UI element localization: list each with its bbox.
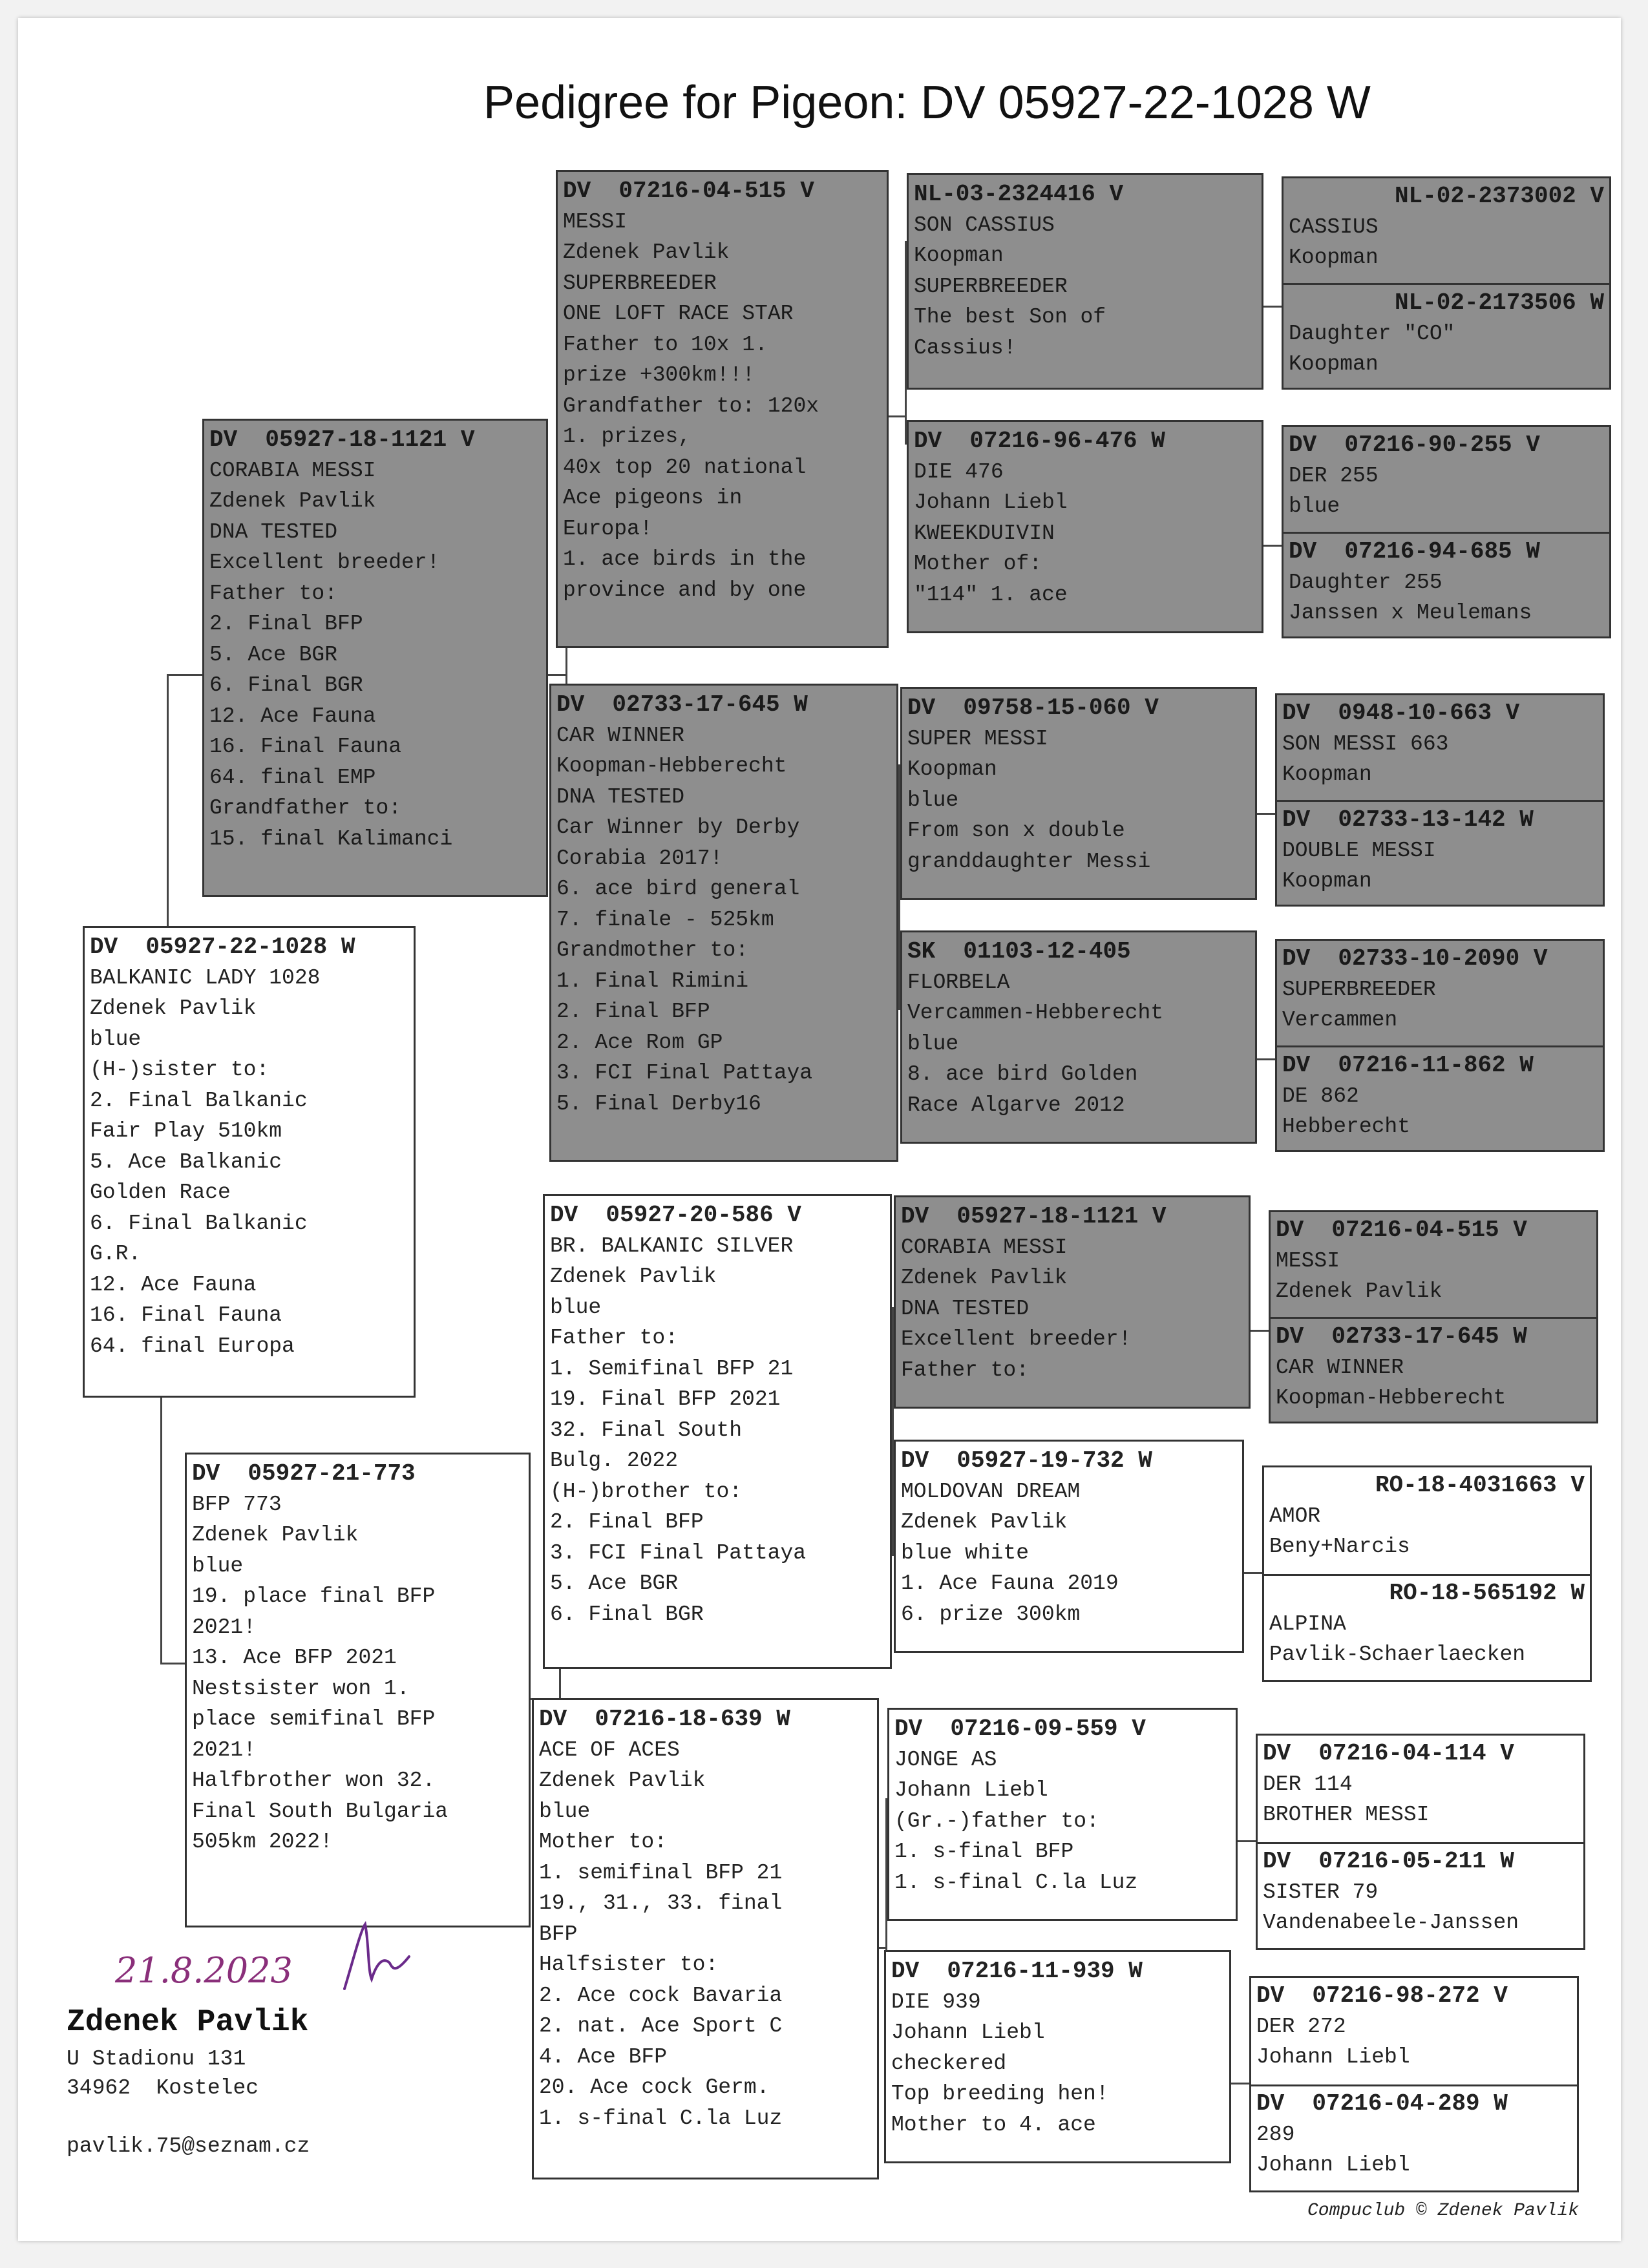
card-line: Hebberecht	[1282, 1115, 1411, 1139]
card-line: 5. Ace Balkanic	[90, 1150, 282, 1174]
card-line: SON MESSI 663	[1282, 731, 1449, 756]
connector-line	[887, 415, 907, 417]
ring-number: DV 0948-10-663 V	[1282, 700, 1520, 726]
connector-line	[548, 674, 567, 676]
g5-pair-card	[1262, 1465, 1592, 1682]
g5-sire	[1263, 1738, 1578, 1831]
card-line: Bulg. 2022	[550, 1449, 679, 1473]
card-line: 5. Final Derby16	[556, 1091, 761, 1116]
card-line: blue white	[901, 1540, 1030, 1565]
card-line: 15. final Kalimanci	[209, 826, 453, 851]
card-line: (Gr.-)father to:	[894, 1809, 1099, 1833]
ring-number: SK 01103-12-405	[907, 938, 1131, 965]
card-line: DNA TESTED	[556, 784, 685, 809]
card-line: Europa!	[563, 516, 653, 541]
g5-dam	[1282, 804, 1598, 897]
card-lines	[1289, 461, 1604, 522]
card-line: 8. ace bird Golden	[907, 1062, 1138, 1086]
card-line: 20. Ace cock Germ.	[539, 2075, 770, 2099]
paternal-grandfather-card	[556, 170, 889, 648]
card-line: 1. s-final C.la Luz	[894, 1870, 1138, 1895]
card-line: Excellent breeder!	[209, 551, 440, 574]
card-lines	[550, 1231, 885, 1630]
card-line: 1. ace birds in the	[563, 547, 807, 571]
page-title: Pedigree for Pigeon: DV 05927-22-1028 W	[483, 77, 1371, 129]
card-line: SUPERBREEDER	[914, 274, 1068, 299]
connector-line	[1236, 1840, 1257, 1842]
signature-date: 21.8.2023	[115, 1950, 293, 1991]
connector-line	[167, 674, 169, 942]
ring-number: DV 05927-21-773	[192, 1460, 416, 1487]
card-line: Zdenek Pavlik	[550, 1265, 717, 1288]
connector-line	[1262, 306, 1283, 308]
card-line: KWEEKDUIVIN	[914, 521, 1055, 545]
g5-dam	[1282, 1050, 1598, 1142]
mother-card	[185, 1453, 531, 1927]
card-lines	[914, 210, 1256, 364]
g5-pair-card	[1249, 1976, 1579, 2192]
card-line: Father to:	[209, 581, 338, 605]
ring-number: DV 07216-11-939 W	[891, 1958, 1143, 1984]
card-line: Mother of:	[914, 552, 1042, 576]
card-line: Koopman	[1289, 246, 1379, 269]
card-line: Nestsister won 1.	[192, 1676, 410, 1701]
card-lines	[907, 967, 1250, 1121]
card-line: CAR WINNER	[1276, 1355, 1404, 1380]
connector-line	[1249, 1330, 1270, 1332]
card-line: 2. Final BFP	[550, 1510, 704, 1534]
ring-number: DV 02733-17-645 W	[1276, 1323, 1527, 1350]
g5-dam	[1276, 1321, 1591, 1414]
card-line: SUPER MESSI	[907, 726, 1048, 751]
card-line: Car Winner by Derby	[556, 815, 800, 839]
card-lines	[556, 720, 891, 1120]
card-line: BFP	[539, 1922, 578, 1946]
card-line: Ace pigeons in	[563, 486, 743, 510]
card-line: 2. Final Balkanic	[90, 1088, 308, 1113]
card-line: 6. Final BGR	[209, 673, 363, 697]
card-line: 6. Final Balkanic	[90, 1211, 308, 1235]
card-line: Corabia 2017!	[556, 846, 723, 870]
card-line: Mother to:	[539, 1830, 668, 1854]
card-line: DIE 476	[914, 459, 1004, 484]
ring-number: DV 07216-11-862 W	[1282, 1052, 1534, 1078]
card-lines	[1269, 1501, 1585, 1562]
card-line: Cassius!	[914, 335, 1017, 360]
card-line: The best Son of	[914, 305, 1106, 329]
card-line: "114" 1. ace	[914, 582, 1068, 607]
g5-dam	[1269, 1578, 1585, 1670]
card-line: Koopman-Hebberecht	[556, 754, 787, 778]
card-line: blue	[550, 1295, 602, 1319]
card-line: 6. ace bird general	[556, 877, 800, 901]
card-lines	[1263, 1877, 1578, 1938]
card-line: 1. s-final C.la Luz	[539, 2106, 783, 2130]
signature-mark	[338, 1918, 428, 1995]
card-line: Zdenek Pavlik	[539, 1769, 706, 1792]
card-lines	[1282, 835, 1598, 897]
card-line: blue	[1289, 494, 1340, 518]
card-line: 19. Final BFP 2021	[550, 1387, 781, 1411]
card-line: Koopman	[1282, 762, 1372, 786]
card-line: 2. Final BFP	[556, 1000, 710, 1024]
card-line: Vercammen-Hebberecht	[907, 1001, 1164, 1025]
card-line: 16. Final Fauna	[209, 735, 402, 759]
card-line: Vandenabeele-Janssen	[1263, 1911, 1519, 1935]
card-line: 2021!	[192, 1615, 257, 1639]
g5-sire	[1289, 430, 1604, 522]
card-line: AMOR	[1269, 1504, 1321, 1528]
g5-sire	[1282, 698, 1598, 790]
card-line: checkered	[891, 2051, 1007, 2075]
card-line: 64. final Europa	[90, 1334, 295, 1358]
card-line: 1. s-final BFP	[894, 1840, 1074, 1864]
card-lines	[1269, 1609, 1585, 1670]
card-line: Golden Race	[90, 1181, 231, 1204]
card-line: 64. final EMP	[209, 765, 376, 790]
card-lines	[914, 457, 1256, 611]
card-line: BALKANIC LADY 1028	[90, 965, 321, 990]
card-line: Father to:	[550, 1326, 679, 1350]
card-lines	[1282, 729, 1598, 790]
maternal-grandfather-card	[543, 1194, 892, 1669]
card-line: ONE LOFT RACE STAR	[563, 302, 794, 326]
card-line: Zdenek Pavlik	[209, 489, 376, 513]
card-line: Zdenek Pavlik	[90, 996, 257, 1020]
card-lines	[1276, 1246, 1591, 1307]
card-lines	[539, 1735, 872, 2134]
great-grandparent-card	[887, 1708, 1238, 1921]
card-line: BFP 773	[192, 1492, 282, 1517]
card-line: DNA TESTED	[901, 1296, 1030, 1321]
card-lines	[1289, 319, 1604, 380]
card-lines	[907, 724, 1250, 877]
card-line: DNA TESTED	[209, 520, 338, 544]
card-line: (H-)sister to:	[90, 1058, 269, 1082]
ring-number: NL-03-2324416 V	[914, 181, 1124, 207]
card-line: 40x top 20 national	[563, 455, 807, 479]
card-line: blue	[539, 1799, 591, 1823]
pair-divider	[1264, 1574, 1590, 1576]
card-lines	[1276, 1352, 1591, 1414]
card-line: Johann Liebl	[891, 2021, 1045, 2044]
card-line: MOLDOVAN DREAM	[901, 1479, 1081, 1504]
g5-dam	[1256, 2088, 1572, 2181]
card-line: Grandfather to:	[209, 796, 402, 820]
card-lines	[891, 1987, 1224, 2141]
footer-credit: Compuclub © Zdenek Pavlik	[1307, 2201, 1579, 2221]
card-line: blue	[90, 1027, 142, 1051]
card-line: 6. prize 300km	[901, 1602, 1081, 1626]
card-line: Zdenek Pavlik	[901, 1266, 1068, 1290]
card-line: 3. FCI Final Pattaya	[556, 1061, 813, 1085]
card-line: Koopman-Hebberecht	[1276, 1386, 1506, 1410]
card-line: Janssen x Meulemans	[1289, 601, 1532, 625]
card-line: Daughter "CO"	[1289, 321, 1455, 346]
card-line: granddaughter Messi	[907, 849, 1151, 874]
card-lines	[901, 1232, 1243, 1386]
ring-number: RO-18-4031663 V	[1375, 1472, 1585, 1498]
card-line: blue	[907, 788, 959, 812]
card-line: BROTHER MESSI	[1263, 1803, 1430, 1827]
ring-number: DV 07216-09-559 V	[894, 1716, 1146, 1742]
card-line: prize +300km!!!	[563, 363, 755, 387]
pair-divider	[1277, 1045, 1603, 1047]
great-grandparent-card	[884, 1950, 1231, 2163]
card-line: From son x double	[907, 819, 1125, 843]
card-line: Grandfather to: 120x	[563, 394, 819, 418]
ring-number: DV 05927-19-732 W	[901, 1447, 1152, 1474]
card-line: Race Algarve 2012	[907, 1093, 1125, 1117]
great-grandparent-card	[900, 930, 1257, 1144]
card-lines	[1289, 212, 1604, 273]
g5-pair-card	[1275, 693, 1605, 907]
paternal-grandmother-card	[549, 684, 898, 1162]
card-line: Koopman	[1289, 352, 1379, 376]
card-line: (H-)brother to:	[550, 1479, 743, 1504]
g5-pair-card	[1282, 176, 1611, 390]
card-line: MESSI	[1276, 1248, 1340, 1273]
card-line: DE 862	[1282, 1084, 1359, 1108]
card-line: 505km 2022!	[192, 1830, 333, 1854]
card-line: CAR WINNER	[556, 723, 685, 748]
g5-pair-card	[1256, 1734, 1585, 1950]
card-line: Zdenek Pavlik	[192, 1523, 359, 1547]
owner-street: U Stadionu 131	[67, 2047, 246, 2071]
card-line: Pavlik-Schaerlaecken	[1269, 1643, 1526, 1666]
card-line: 2. nat. Ace Sport C	[539, 2014, 783, 2038]
card-lines	[1263, 1769, 1578, 1831]
g5-sire	[1276, 1215, 1591, 1307]
card-line: Grandmother to:	[556, 938, 749, 962]
card-line: CORABIA MESSI	[901, 1235, 1068, 1259]
card-line: Fair Play 510km	[90, 1119, 282, 1143]
card-line: 289	[1256, 2122, 1295, 2147]
card-line: Excellent breeder!	[901, 1327, 1132, 1351]
pair-divider	[1271, 1317, 1596, 1319]
ring-number: DV 07216-18-639 W	[539, 1706, 790, 1732]
connector-line	[1243, 1572, 1263, 1574]
card-line: SUPERBREEDER	[563, 271, 717, 295]
card-line: 32. Final South	[550, 1418, 743, 1442]
ring-number: DV 02733-10-2090 V	[1282, 945, 1548, 972]
connector-line	[1256, 1058, 1276, 1060]
card-line: DIE 939	[891, 1990, 981, 2014]
card-line: 5. Ace BGR	[550, 1571, 679, 1595]
card-line: 4. Ace BFP	[539, 2044, 668, 2069]
great-grandparent-card	[900, 687, 1257, 900]
card-line: Daughter 255	[1289, 570, 1442, 594]
card-line: Top breeding hen!	[891, 2082, 1109, 2106]
card-line: Zdenek Pavlik	[563, 240, 730, 264]
card-lines	[1282, 1081, 1598, 1142]
card-line: DER 272	[1256, 2014, 1346, 2039]
card-line: Father to 10x 1.	[563, 332, 768, 357]
main-pigeon-card	[83, 926, 416, 1398]
card-line: Koopman	[914, 244, 1004, 268]
card-line: place semifinal BFP	[192, 1707, 436, 1731]
ring-number: DV 07216-04-289 W	[1256, 2090, 1508, 2117]
card-line: 13. Ace BFP 2021	[192, 1646, 397, 1670]
card-line: G.R.	[90, 1242, 142, 1266]
pair-divider	[1258, 1842, 1583, 1844]
card-line: MESSI	[563, 209, 628, 234]
g5-dam	[1289, 536, 1604, 629]
card-line: 12. Ace Fauna	[90, 1272, 257, 1297]
card-line: DOUBLE MESSI	[1282, 838, 1436, 863]
card-line: CASSIUS	[1289, 215, 1379, 239]
ring-number: DV 09758-15-060 V	[907, 695, 1159, 721]
ring-number: DV 07216-98-272 V	[1256, 1982, 1508, 2009]
card-line: 1. semifinal BFP 21	[539, 1860, 783, 1885]
card-line: 19. place final BFP	[192, 1584, 436, 1608]
card-line: Halfsister to:	[539, 1953, 719, 1977]
great-grandparent-card	[907, 173, 1263, 390]
card-line: blue	[907, 1031, 959, 1056]
ring-number: NL-02-2173506 W	[1394, 289, 1604, 316]
ring-number: DV 07216-04-515 V	[563, 178, 814, 204]
ring-number: DV 07216-96-476 W	[914, 428, 1165, 454]
card-line: Father to:	[901, 1358, 1030, 1382]
ring-number: DV 07216-90-255 V	[1289, 432, 1540, 458]
pair-divider	[1251, 2084, 1577, 2086]
card-lines	[209, 456, 541, 855]
ring-number: DV 05927-18-1121 V	[209, 426, 475, 453]
card-line: 3. FCI Final Pattaya	[550, 1540, 807, 1565]
card-line: Koopman	[907, 757, 997, 781]
card-line: Final South Bulgaria	[192, 1799, 449, 1823]
card-line: Koopman	[1282, 869, 1372, 893]
card-line: Halfbrother won 32.	[192, 1769, 436, 1792]
g5-sire	[1289, 181, 1604, 273]
card-line: Beny+Narcis	[1269, 1535, 1410, 1559]
owner-city: 34962 Kostelec	[67, 2076, 259, 2100]
card-line: Zdenek Pavlik	[1276, 1279, 1442, 1303]
maternal-grandmother-card	[532, 1698, 879, 2179]
card-line: 19., 31., 33. final	[539, 1891, 783, 1915]
great-grandparent-card	[894, 1440, 1244, 1653]
card-line: Mother to 4. ace	[891, 2112, 1096, 2137]
card-lines	[192, 1489, 523, 1858]
card-line: 6. Final BGR	[550, 1602, 704, 1626]
card-line: 1. prizes,	[563, 425, 692, 448]
card-line: Zdenek Pavlik	[901, 1510, 1068, 1534]
g5-sire	[1256, 1980, 1572, 2073]
ring-number: DV 07216-04-515 V	[1276, 1217, 1527, 1243]
pedigree-sheet	[18, 18, 1621, 2241]
card-line: CORABIA MESSI	[209, 458, 376, 483]
card-line: SUPERBREEDER	[1282, 977, 1436, 1002]
card-line: BR. BALKANIC SILVER	[550, 1234, 794, 1258]
card-line: DER 255	[1289, 463, 1379, 488]
card-line: SON CASSIUS	[914, 213, 1055, 237]
pair-divider	[1277, 800, 1603, 802]
card-line: 12. Ace Fauna	[209, 704, 376, 728]
g5-pair-card	[1275, 939, 1605, 1152]
owner-email: pavlik.75@seznam.cz	[67, 2134, 310, 2158]
card-line: Johann Liebl	[894, 1778, 1048, 1802]
connector-line	[1230, 2083, 1251, 2084]
card-lines	[563, 207, 882, 606]
pair-divider	[1284, 283, 1609, 285]
card-lines	[894, 1745, 1231, 1898]
g5-dam	[1263, 1846, 1578, 1938]
great-grandparent-card	[907, 420, 1263, 633]
ring-number: DV 07216-04-114 V	[1263, 1740, 1514, 1767]
card-line: 1. Final Rimini	[556, 969, 749, 993]
card-line: ALPINA	[1269, 1612, 1346, 1636]
ring-number: DV 07216-94-685 W	[1289, 538, 1540, 565]
ring-number: DV 05927-22-1028 W	[90, 934, 355, 960]
g5-dam	[1289, 288, 1604, 380]
owner-name: Zdenek Pavlik	[67, 2005, 309, 2040]
ring-number: DV 07216-05-211 W	[1263, 1848, 1514, 1874]
great-grandparent-card	[894, 1195, 1251, 1409]
card-line: ACE OF ACES	[539, 1738, 680, 1762]
card-lines	[90, 963, 408, 1362]
card-line: DER 114	[1263, 1772, 1353, 1796]
card-lines	[1289, 567, 1604, 629]
card-lines	[1256, 2011, 1572, 2073]
card-lines	[1282, 974, 1598, 1036]
father-card	[202, 419, 548, 897]
ring-number: DV 02733-13-142 W	[1282, 806, 1534, 833]
card-line: Johann Liebl	[1256, 2153, 1410, 2177]
card-line: 2. Final BFP	[209, 612, 363, 636]
card-line: blue	[192, 1553, 244, 1578]
card-lines	[901, 1476, 1237, 1630]
connector-line	[1262, 545, 1283, 547]
card-line: 2. Ace cock Bavaria	[539, 1983, 783, 2008]
card-line: Johann Liebl	[1256, 2045, 1410, 2069]
g5-sire	[1282, 943, 1598, 1036]
card-line: 1. Semifinal BFP 21	[550, 1356, 794, 1381]
g5-sire	[1269, 1470, 1585, 1562]
card-line: 2021!	[192, 1738, 257, 1762]
ring-number: DV 05927-20-586 V	[550, 1202, 801, 1228]
ring-number: NL-02-2373002 V	[1394, 183, 1604, 209]
ring-number: RO-18-565192 W	[1389, 1580, 1585, 1606]
g5-pair-card	[1269, 1210, 1598, 1423]
connector-line	[160, 1381, 162, 1663]
ring-number: DV 05927-18-1121 V	[901, 1203, 1167, 1230]
card-line: 7. finale - 525km	[556, 907, 774, 932]
card-line: Vercammen	[1282, 1008, 1398, 1032]
card-line: 2. Ace Rom GP	[556, 1030, 723, 1055]
card-line: FLORBELA	[907, 970, 1010, 994]
pair-divider	[1284, 532, 1609, 534]
card-line: 16. Final Fauna	[90, 1303, 282, 1327]
card-lines	[1256, 2119, 1572, 2181]
g5-pair-card	[1282, 425, 1611, 638]
card-line: 1. Ace Fauna 2019	[901, 1571, 1119, 1595]
card-line: province and by one	[563, 578, 807, 602]
connector-line	[1256, 813, 1276, 815]
card-line: 5. Ace BGR	[209, 642, 338, 667]
ring-number: DV 02733-17-645 W	[556, 691, 808, 718]
card-line: JONGE AS	[894, 1747, 997, 1772]
card-line: Johann Liebl	[914, 490, 1068, 514]
card-line: SISTER 79	[1263, 1880, 1379, 1904]
